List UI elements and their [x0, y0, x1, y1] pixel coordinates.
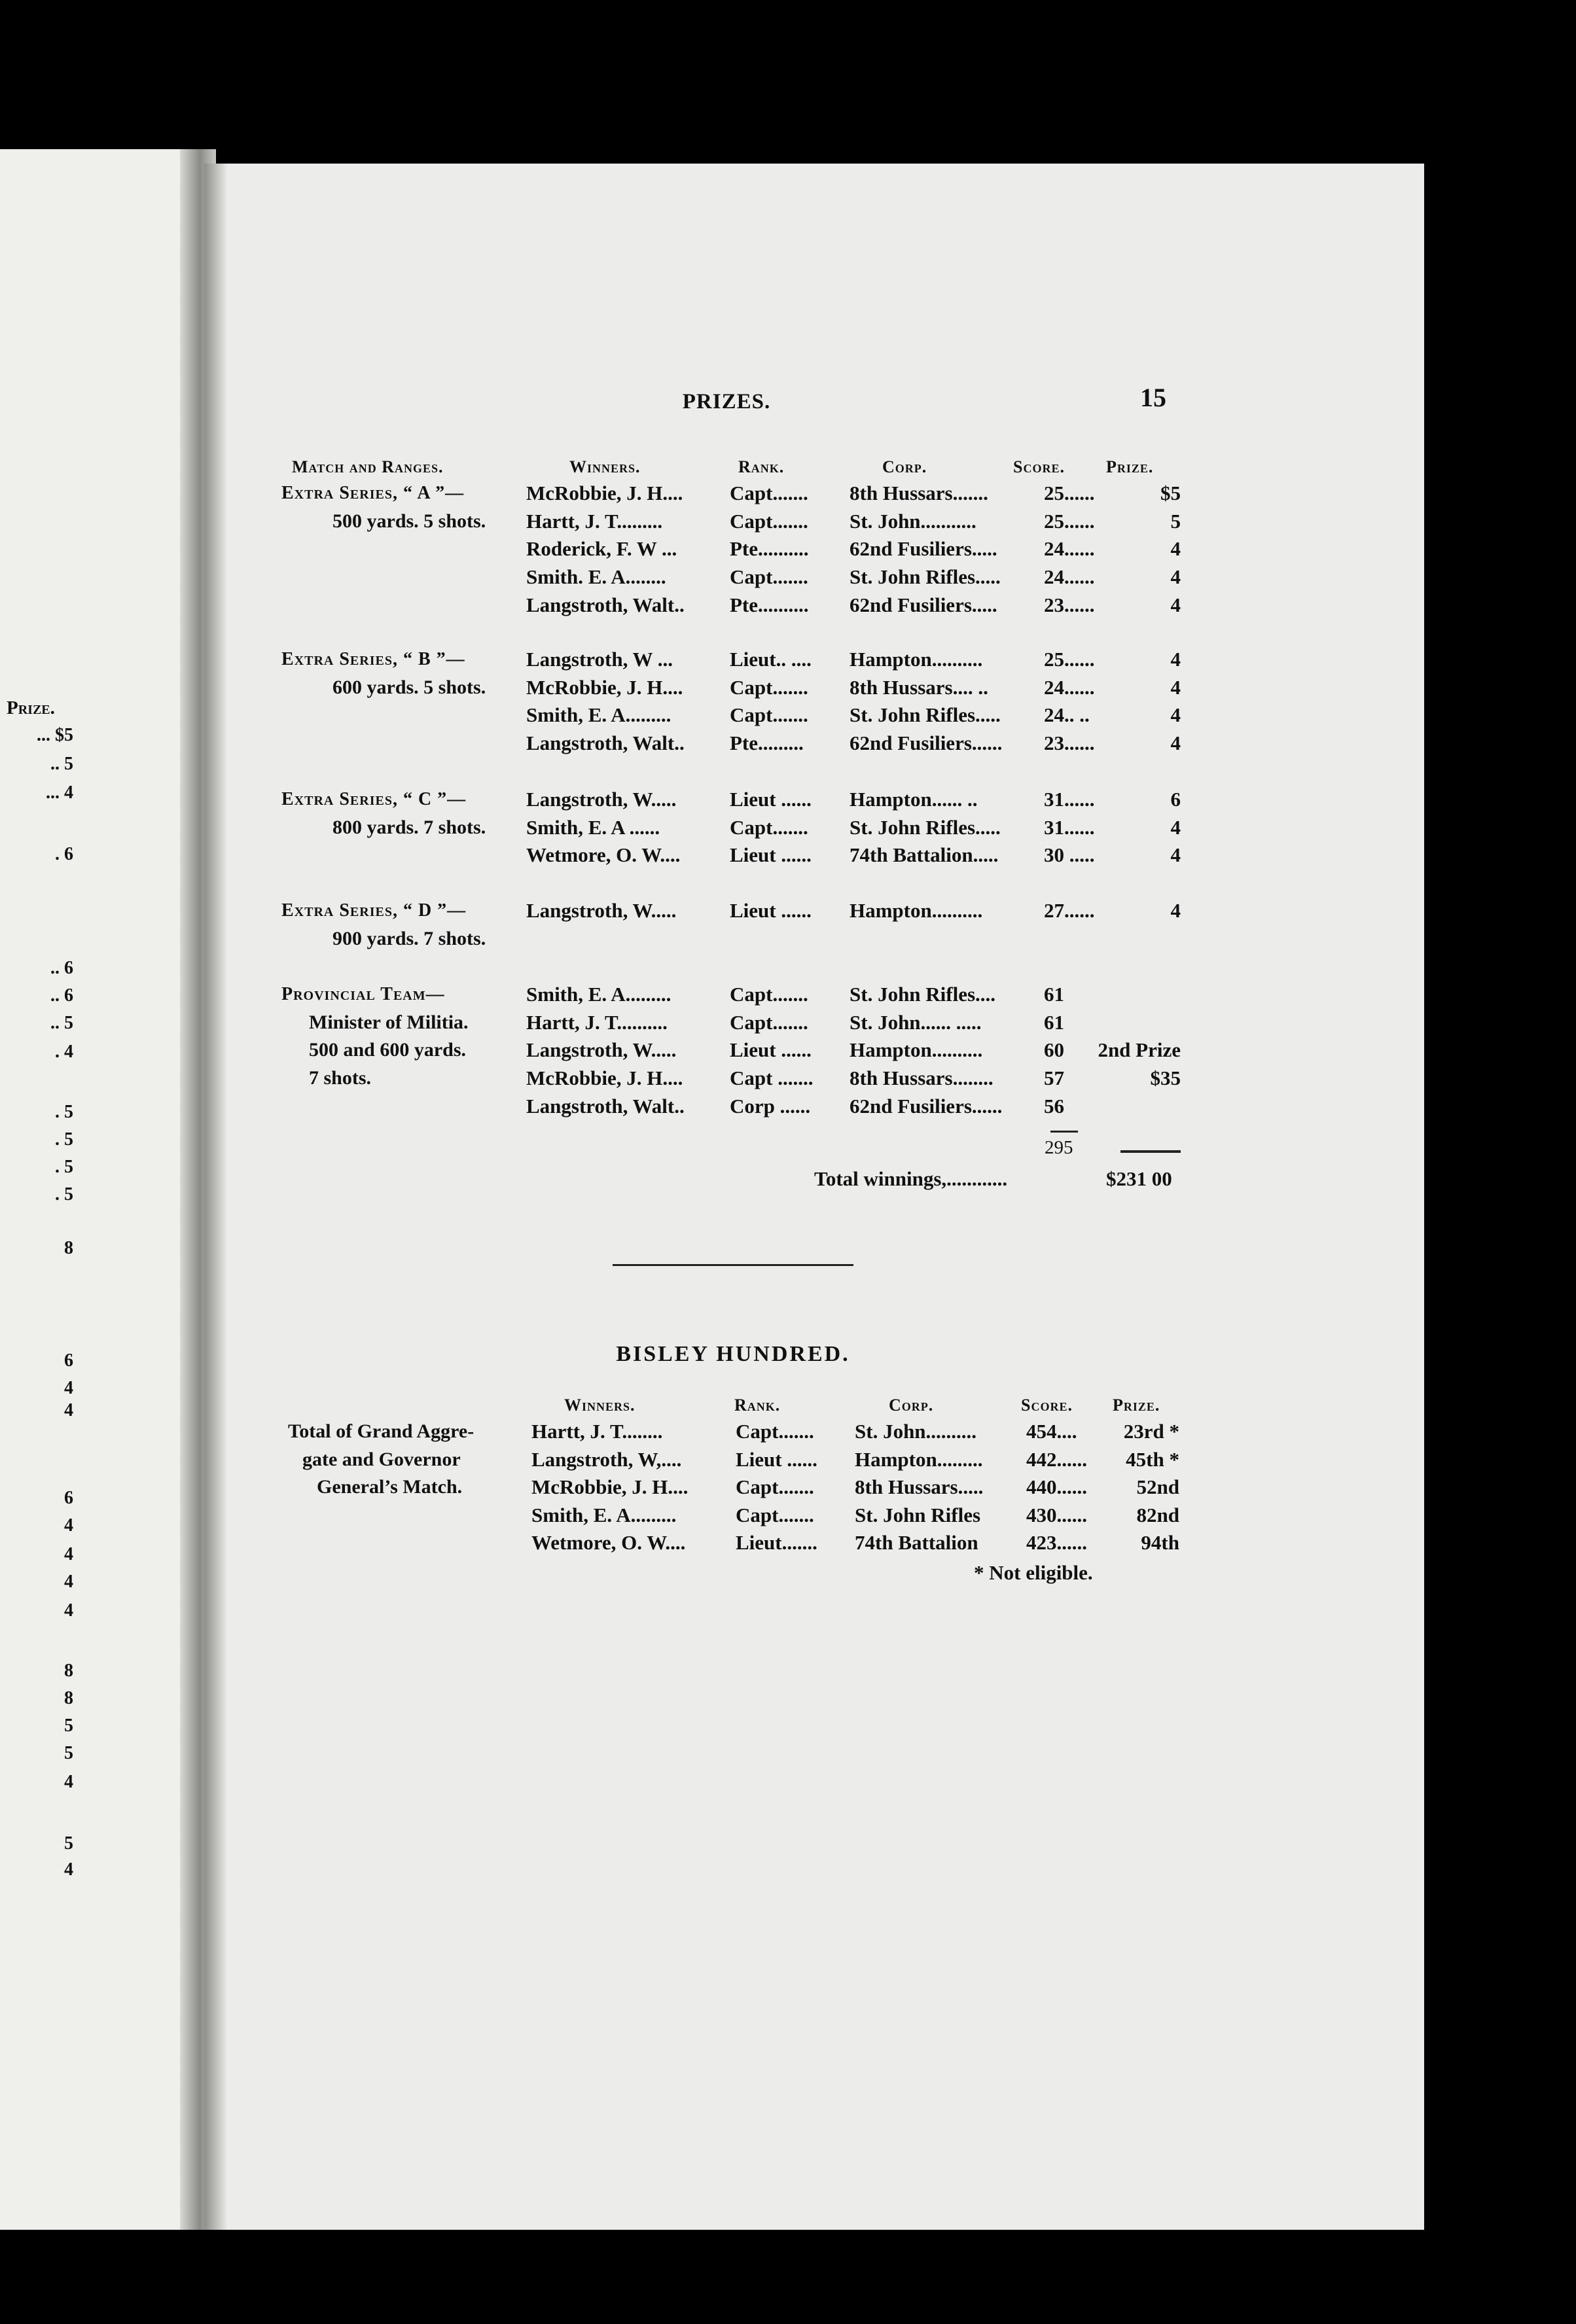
left-page-value: 8 [64, 1238, 73, 1258]
bisley-prize: 23rd * [1123, 1420, 1179, 1443]
left-page-value: . 5 [55, 1102, 73, 1122]
left-page-value: 5 [64, 1743, 73, 1763]
bisley-winner: Hartt, J. T........ [531, 1420, 663, 1443]
corp: 62nd Fusiliers...... [850, 731, 1003, 755]
left-page-value: 4 [64, 1600, 73, 1621]
prize: $35 [1150, 1066, 1181, 1090]
left-page-value: . 5 [55, 1129, 73, 1150]
bisley-winner: Langstroth, W,.... [531, 1447, 682, 1471]
match-label: Minister of Militia. [309, 1011, 469, 1033]
match-label: Extra Series, “ D ”— [281, 900, 467, 921]
page-shadow [204, 164, 228, 2230]
corp: Hampton...... .. [850, 788, 978, 811]
winner-name: Smith. E. A........ [526, 565, 666, 589]
bisley-match-label: General’s Match. [317, 1476, 463, 1498]
winner-name: Hartt, J. T.......... [526, 1010, 668, 1034]
score: 30 ..... [1044, 843, 1095, 867]
bisley-prize: 45th * [1126, 1447, 1179, 1471]
total-winnings-value: $231 00 [1106, 1167, 1172, 1190]
score: 31...... [1044, 815, 1095, 839]
match-label: Extra Series, “ C ”— [281, 789, 467, 809]
score: 23...... [1044, 593, 1095, 616]
left-page-value: 5 [64, 1833, 73, 1854]
score: 24...... [1044, 565, 1095, 589]
prize: 4 [1170, 899, 1181, 922]
corp: Hampton.......... [850, 899, 983, 922]
winner-name: Smith, E. A......... [526, 983, 672, 1006]
rank: Capt....... [730, 703, 808, 727]
match-label: 600 yards. 5 shots. [332, 676, 486, 698]
left-page-value: 4 [64, 1772, 73, 1792]
prize: 2nd Prize [1098, 1038, 1181, 1062]
bisley-col-prize: Prize. [1113, 1396, 1160, 1415]
rank: Pte.......... [730, 593, 809, 616]
prize: 4 [1170, 731, 1181, 755]
match-label: 500 and 600 yards. [309, 1039, 467, 1061]
winner-name: Langstroth, Walt.. [526, 1094, 685, 1118]
winner-name: McRobbie, J. H.... [526, 675, 683, 699]
score: 61 [1044, 983, 1064, 1006]
bisley-rank: Lieut....... [736, 1531, 817, 1554]
col-header-rank: Rank. [738, 457, 785, 476]
rank: Capt....... [730, 983, 808, 1006]
bisley-rank: Capt....... [736, 1475, 814, 1498]
rank: Corp ...... [730, 1094, 811, 1118]
match-label: Extra Series, “ A ”— [281, 483, 465, 503]
left-page-value: . 5 [55, 1157, 73, 1177]
winner-name: Langstroth, W ... [526, 648, 673, 671]
winner-name: Langstroth, Walt.. [526, 593, 685, 616]
match-label: Extra Series, “ B ”— [281, 649, 465, 669]
bisley-col-winners: Winners. [564, 1396, 636, 1415]
bisley-corp: Hampton......... [855, 1447, 983, 1471]
winner-name: Hartt, J. T......... [526, 509, 663, 533]
bisley-col-score: Score. [1021, 1396, 1073, 1415]
corp: 8th Hussars........ [850, 1066, 994, 1090]
score: 31...... [1044, 788, 1095, 811]
bisley-col-corp: Corp. [889, 1396, 934, 1415]
winner-name: Langstroth, W..... [526, 788, 677, 811]
not-eligible-note: * Not eligible. [974, 1561, 1093, 1584]
corp: St. John Rifles..... [850, 815, 1001, 839]
bisley-winner: McRobbie, J. H.... [531, 1475, 689, 1498]
score: 25...... [1044, 482, 1095, 504]
left-page-value: 4 [64, 1400, 73, 1420]
left-page-value: .. 5 [50, 754, 73, 774]
winner-name: Smith, E. A......... [526, 703, 672, 727]
prize: 6 [1170, 788, 1181, 811]
col-header-corp: Corp. [882, 457, 927, 476]
prize: 5 [1170, 509, 1181, 533]
page-title: PRIZES. [682, 390, 771, 414]
corp: St. John Rifles..... [850, 703, 1001, 727]
winner-name: Langstroth, W..... [526, 1038, 677, 1062]
corp: St. John Rifles..... [850, 565, 1001, 589]
winner-name: McRobbie, J. H.... [526, 482, 683, 504]
bisley-winner: Wetmore, O. W.... [531, 1531, 686, 1554]
left-page-value: 8 [64, 1688, 73, 1708]
corp: 62nd Fusiliers..... [850, 537, 997, 561]
corp: 8th Hussars.... .. [850, 675, 988, 699]
rank: Capt....... [730, 565, 808, 589]
prize: 4 [1170, 537, 1181, 561]
rank: Pte.......... [730, 537, 809, 561]
left-page-value: 4 [64, 1572, 73, 1592]
col-header-match: Match and Ranges. [292, 457, 444, 476]
bisley-match-label: gate and Governor [302, 1448, 461, 1470]
prize: 4 [1170, 843, 1181, 867]
bisley-score: 430...... [1026, 1503, 1087, 1526]
rank: Lieut ...... [730, 843, 812, 867]
left-page-value: 6 [64, 1488, 73, 1508]
prize: 4 [1170, 565, 1181, 589]
rank: Capt ....... [730, 1066, 814, 1090]
left-page-value: . 5 [55, 1184, 73, 1205]
score: 23...... [1044, 731, 1095, 755]
match-label: 500 yards. 5 shots. [332, 510, 486, 532]
score: 25...... [1044, 509, 1095, 533]
page-number: 15 [1140, 383, 1166, 412]
score: 25...... [1044, 648, 1095, 671]
left-page-value: .. 5 [50, 1013, 73, 1033]
corp: 62nd Fusiliers..... [850, 593, 997, 616]
bisley-winner: Smith, E. A......... [531, 1503, 677, 1526]
prize-total-rule [1120, 1150, 1181, 1153]
left-page-value: 5 [64, 1716, 73, 1736]
corp: Hampton.......... [850, 648, 983, 671]
rank: Lieut.. .... [730, 648, 812, 671]
score: 24...... [1044, 675, 1095, 699]
left-page-value: 4 [64, 1378, 73, 1398]
col-header-score: Score. [1013, 457, 1065, 476]
match-label: 800 yards. 7 shots. [332, 816, 486, 838]
rank: Capt....... [730, 815, 808, 839]
left-page-value: 6 [64, 1350, 73, 1371]
winner-name: McRobbie, J. H.... [526, 1066, 683, 1090]
prize: 4 [1170, 675, 1181, 699]
score: 61 [1044, 1010, 1064, 1034]
winner-name: Langstroth, Walt.. [526, 731, 685, 755]
bisley-score: 423...... [1026, 1531, 1087, 1554]
bisley-score: 454.... [1026, 1420, 1077, 1443]
left-page-value: .. 6 [50, 958, 73, 978]
match-label: Provincial Team— [281, 984, 445, 1004]
score: 24...... [1044, 537, 1095, 561]
prize: 4 [1170, 648, 1181, 671]
score-total: 295 [1045, 1137, 1073, 1158]
rank: Capt....... [730, 675, 808, 699]
col-header-winners: Winners. [569, 457, 641, 476]
rank: Lieut ...... [730, 1038, 812, 1062]
bisley-corp: St. John.......... [855, 1420, 977, 1443]
rank: Lieut ...... [730, 899, 812, 922]
bisley-title: BISLEY HUNDRED. [616, 1342, 850, 1366]
left-page-header: Prize. [7, 697, 55, 718]
winner-name: Roderick, F. W ... [526, 537, 677, 561]
left-page-value: 8 [64, 1661, 73, 1681]
match-label: 900 yards. 7 shots. [332, 927, 486, 949]
score: 56 [1044, 1094, 1064, 1118]
score: 27...... [1044, 899, 1095, 922]
bisley-score: 440...... [1026, 1475, 1087, 1498]
corp: 74th Battalion..... [850, 843, 999, 867]
col-header-prize: Prize. [1106, 457, 1154, 476]
match-label: 7 shots. [309, 1067, 372, 1089]
prize: $5 [1160, 482, 1181, 504]
left-page-value: ... $5 [37, 725, 73, 745]
rank: Capt....... [730, 1010, 808, 1034]
rank: Pte......... [730, 731, 804, 755]
prize: 4 [1170, 815, 1181, 839]
winner-name: Langstroth, W..... [526, 899, 677, 922]
bisley-match-label: Total of Grand Aggre- [288, 1420, 475, 1442]
score: 60 [1044, 1038, 1064, 1062]
bisley-prize: 94th [1141, 1531, 1179, 1554]
left-page-value: ... 4 [46, 783, 73, 803]
bisley-col-rank: Rank. [734, 1396, 781, 1415]
section-divider [613, 1264, 853, 1266]
left-page-value: 4 [64, 1544, 73, 1564]
winner-name: Wetmore, O. W.... [526, 843, 681, 867]
bisley-rank: Lieut ...... [736, 1447, 817, 1471]
corp: St. John Rifles.... [850, 983, 996, 1006]
left-page-value: .. 6 [50, 985, 73, 1006]
prize: 4 [1170, 703, 1181, 727]
left-page-value: . 4 [55, 1042, 73, 1062]
bisley-prize: 82nd [1136, 1503, 1179, 1526]
corp: 8th Hussars....... [850, 482, 988, 504]
total-winnings-label: Total winnings,............ [814, 1167, 1008, 1190]
rank: Lieut ...... [730, 788, 812, 811]
score-total-rule [1050, 1131, 1078, 1133]
corp: 62nd Fusiliers...... [850, 1094, 1003, 1118]
corp: Hampton.......... [850, 1038, 983, 1062]
bisley-score: 442...... [1026, 1447, 1087, 1471]
left-page-value: . 6 [55, 844, 73, 864]
bisley-rank: Capt....... [736, 1420, 814, 1443]
corp: St. John...... ..... [850, 1010, 982, 1034]
score: 24.. .. [1044, 703, 1090, 727]
corp: St. John........... [850, 509, 976, 533]
bisley-rank: Capt....... [736, 1503, 814, 1526]
rank: Capt....... [730, 482, 808, 504]
bisley-corp: 74th Battalion [855, 1531, 978, 1554]
left-page-value: 4 [64, 1515, 73, 1536]
prize: 4 [1170, 593, 1181, 616]
rank: Capt....... [730, 509, 808, 533]
winner-name: Smith, E. A ...... [526, 815, 660, 839]
bisley-corp: 8th Hussars..... [855, 1475, 984, 1498]
bisley-prize: 52nd [1136, 1475, 1179, 1498]
bisley-corp: St. John Rifles [855, 1503, 981, 1526]
left-page-value: 4 [64, 1859, 73, 1880]
score: 57 [1044, 1066, 1064, 1090]
